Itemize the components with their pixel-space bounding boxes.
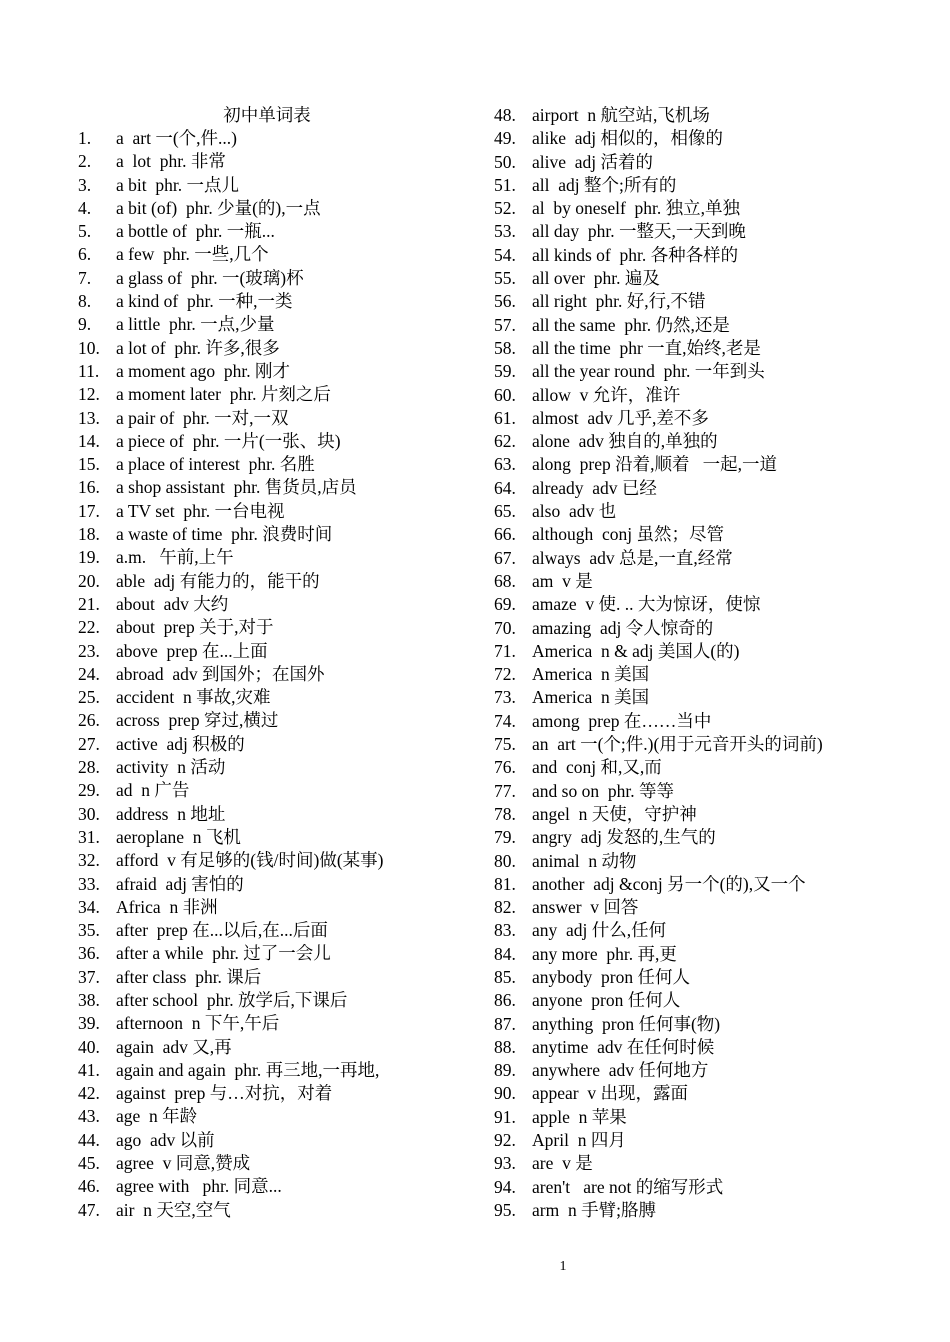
entry-number: 8. [78,291,92,312]
word-entry [494,384,924,407]
entry-number: 18. [78,524,100,545]
entry-text: a lot of phr. 许多,很多 [116,337,280,358]
entry-number: 62. [494,431,516,452]
word-entry [78,803,478,826]
word-entry [78,453,478,476]
word-entry [494,430,924,453]
entry-text: agree with phr. 同意... [116,1176,282,1197]
word-entry [494,1036,924,1059]
word-entry [78,1129,478,1152]
entry-number: 65. [494,501,516,522]
entry-text: America n & adj 美国人(的) [532,640,740,661]
word-entry [78,430,478,453]
word-entry [494,663,924,686]
entry-number: 85. [494,966,516,987]
word-entry [494,1106,924,1129]
entry-number: 63. [494,454,516,475]
entry-number: 76. [494,757,516,778]
entry-text: a glass of phr. 一(玻璃)杯 [116,267,304,288]
entry-text: a few phr. 一些,几个 [116,244,269,265]
entry-text: always adv 总是,一直,经常 [532,547,733,568]
word-entry [78,570,478,593]
entry-number: 21. [78,593,100,614]
entry-number: 49. [494,128,516,149]
entry-text: anything pron 任何事(物) [532,1013,721,1034]
entry-text: along prep 沿着,顺着 一起,一道 [532,454,777,475]
word-entry [78,174,478,197]
entry-number: 30. [78,803,100,824]
entry-text: appear v 出现，露面 [532,1083,689,1104]
entry-number: 45. [78,1153,100,1174]
word-entry [494,197,924,220]
entry-text: apple n 苹果 [532,1106,627,1127]
word-entry [494,290,924,313]
entry-number: 2. [78,151,92,172]
entry-number: 79. [494,827,516,848]
entry-number: 31. [78,826,100,847]
word-entry [494,1152,924,1175]
entry-text: a kind of phr. 一种,一类 [116,291,293,312]
entry-text: against prep 与…对抗，对着 [116,1083,333,1104]
word-entry [78,523,478,546]
word-entry [78,989,478,1012]
word-entry [78,407,478,430]
entry-text: animal n 动物 [532,850,637,871]
entry-number: 9. [78,314,92,335]
word-entry [494,477,924,500]
entry-number: 48. [494,105,516,125]
entry-number: 80. [494,850,516,871]
word-entry [494,127,924,150]
entry-number: 84. [494,943,516,964]
entry-text: after school phr. 放学后,下课后 [116,989,348,1010]
entry-text: Africa n 非洲 [116,896,218,917]
word-entry [494,1199,924,1222]
word-entry [494,943,924,966]
entry-text: all kinds of phr. 各种各样的 [532,244,739,265]
entry-text: any more phr. 再,更 [532,943,677,964]
entry-number: 95. [494,1199,516,1220]
entry-number: 92. [494,1130,516,1151]
entry-text: all right phr. 好,行,不错 [532,291,706,312]
entry-text: anytime adv 在任何时候 [532,1036,715,1057]
entry-text: all the year round phr. 一年到头 [532,361,765,382]
entry-text: America n 美国 [532,687,650,708]
entry-number: 55. [494,268,516,289]
word-entry [494,873,924,896]
word-entry [78,197,478,220]
entry-number: 89. [494,1060,516,1081]
entry-text: above prep 在...上面 [116,640,268,661]
word-entry [494,1059,924,1082]
entry-number: 81. [494,873,516,894]
entry-text: angry adj 发怒的,生气的 [532,827,716,848]
entry-number: 1. [78,128,92,148]
entry-number: 32. [78,850,100,871]
entry-text: and conj 和,又,而 [532,757,662,778]
entry-number: 46. [78,1176,100,1197]
entry-number: 86. [494,990,516,1011]
entry-number: 29. [78,780,100,801]
entry-text: a lot phr. 非常 [116,151,226,172]
entry-number: 78. [494,803,516,824]
word-entry [78,360,478,383]
entry-text: a little phr. 一点,少量 [116,314,275,335]
word-entry [78,1105,478,1128]
entry-number: 40. [78,1036,100,1057]
word-entry [494,220,924,243]
entry-text: again and again phr. 再三地,一再地, [116,1059,380,1080]
word-entry [494,780,924,803]
entry-number: 51. [494,174,516,195]
page-number: 1 [559,1259,567,1274]
entry-text: age n 年龄 [116,1106,198,1127]
word-entry [494,547,924,570]
entry-number: 11. [78,360,100,381]
entry-text: after prep 在...以后,在...后面 [116,920,328,941]
entry-number: 47. [78,1199,100,1220]
entry-number: 72. [494,664,516,685]
word-entry [78,1036,478,1059]
entry-number: 36. [78,943,100,964]
entry-text: alike adj 相似的，相像的 [532,128,724,149]
entry-text: a bit phr. 一点儿 [116,174,239,195]
entry-number: 94. [494,1176,516,1197]
word-entry [494,966,924,989]
entry-number: 90. [494,1083,516,1104]
entry-text: a art 一(个,件...) [116,128,238,148]
word-entry [494,1082,924,1105]
entry-number: 6. [78,244,92,265]
entry-text: any adj 什么,任何 [532,920,667,941]
word-entry [494,593,924,616]
entry-text: after class phr. 课后 [116,966,262,987]
entry-number: 67. [494,547,516,568]
word-entry [78,663,478,686]
word-entry [494,500,924,523]
entry-number: 44. [78,1129,100,1150]
word-entry [78,873,478,896]
word-entry [494,733,924,756]
word-entry [494,104,924,127]
entry-text: all adj 整个;所有的 [532,174,677,195]
entry-number: 56. [494,291,516,312]
entry-number: 93. [494,1153,516,1174]
entry-text: anybody pron 任何人 [532,966,690,987]
word-list-left-column [78,127,478,1222]
entry-text: afternoon n 下午,午后 [116,1013,280,1034]
entry-number: 16. [78,477,100,498]
word-entry [78,546,478,569]
entry-number: 83. [494,920,516,941]
word-entry [78,500,478,523]
word-entry [494,710,924,733]
entry-text: a waste of time phr. 浪费时间 [116,524,333,545]
entry-number: 25. [78,687,100,708]
entry-text: activity n 活动 [116,757,226,778]
entry-text: airport n 航空站,飞机场 [532,105,710,125]
entry-number: 59. [494,361,516,382]
entry-text: a bit (of) phr. 少量(的),一点 [116,197,321,218]
entry-number: 87. [494,1013,516,1034]
word-entry [78,1082,478,1105]
entry-number: 54. [494,244,516,265]
word-entry [494,1129,924,1152]
entry-text: amaze v 使. .. 大为惊讶，使惊 [532,594,761,615]
word-entry [494,314,924,337]
entry-text: about adv 大约 [116,593,229,614]
entry-number: 42. [78,1083,100,1104]
entry-text: again adv 又,再 [116,1036,232,1057]
entry-text: and so on phr. 等等 [532,780,674,801]
word-entry [78,243,478,266]
entry-text: alive adj 活着的 [532,151,654,172]
entry-text: a piece of phr. 一片(一张、块) [116,430,341,451]
entry-number: 19. [78,547,100,568]
entry-text: all the time phr 一直,始终,老是 [532,337,761,358]
word-list-right-column [494,104,924,1222]
entry-number: 71. [494,640,516,661]
entry-number: 35. [78,920,100,941]
word-entry [494,244,924,267]
entry-text: ago adv 以前 [116,1129,215,1150]
entry-number: 66. [494,524,516,545]
word-entry [494,570,924,593]
entry-text: a moment ago phr. 刚才 [116,360,291,381]
word-entry [78,1012,478,1035]
entry-number: 39. [78,1013,100,1034]
entry-text: afford v 有足够的(钱/时间)做(某事) [116,850,384,871]
entry-number: 61. [494,407,516,428]
word-entry [494,686,924,709]
word-entry [78,896,478,919]
word-entry [78,290,478,313]
word-entry [78,127,478,150]
word-entry [494,989,924,1012]
entry-number: 91. [494,1106,516,1127]
word-entry [494,640,924,663]
word-entry [78,966,478,989]
entry-text: angel n 天使，守护神 [532,803,697,824]
entry-text: a pair of phr. 一对,一双 [116,407,289,428]
entry-number: 17. [78,500,100,521]
entry-text: a place of interest phr. 名胜 [116,454,315,475]
entry-text: address n 地址 [116,803,226,824]
entry-text: able adj 有能力的，能干的 [116,570,320,591]
word-entry [78,150,478,173]
word-entry [78,1152,478,1175]
entry-number: 15. [78,454,100,475]
entry-text: am v 是 [532,570,593,591]
entry-number: 3. [78,174,92,195]
entry-text: air n 天空,空气 [116,1199,231,1220]
word-entry [78,826,478,849]
entry-number: 60. [494,384,516,405]
word-entry [494,407,924,430]
word-entry [78,1059,478,1082]
word-entry [78,267,478,290]
word-entry [78,640,478,663]
entry-number: 74. [494,710,516,731]
word-entry [494,453,924,476]
entry-number: 4. [78,197,92,218]
word-entry [78,593,478,616]
word-entry [494,826,924,849]
word-entry [78,733,478,756]
word-entry [78,686,478,709]
entry-number: 27. [78,733,100,754]
entry-number: 24. [78,663,100,684]
entry-text: a.m. 午前,上午 [116,547,234,568]
entry-number: 33. [78,873,100,894]
entry-number: 52. [494,198,516,219]
entry-number: 58. [494,337,516,358]
word-entry [494,267,924,290]
entry-text: also adv 也 [532,501,617,522]
word-entry [78,942,478,965]
entry-text: although conj 虽然；尽管 [532,524,724,545]
entry-text: a TV set phr. 一台电视 [116,500,285,521]
entry-text: allow v 允许，准许 [532,384,681,405]
word-entry [494,523,924,546]
entry-text: all over phr. 遍及 [532,268,660,289]
entry-text: aeroplane n 飞机 [116,826,241,847]
word-entry [494,896,924,919]
entry-text: among prep 在……当中 [532,710,712,731]
word-entry [494,1176,924,1199]
entry-number: 14. [78,430,100,451]
word-entry [494,174,924,197]
word-entry [78,849,478,872]
word-entry [78,1175,478,1198]
entry-text: all day phr. 一整天,一天到晚 [532,221,746,242]
word-entry [78,779,478,802]
entry-text: agree v 同意,赞成 [116,1153,251,1174]
entry-text: anyone pron 任何人 [532,990,681,1011]
word-entry [494,151,924,174]
word-entry [78,756,478,779]
entry-number: 23. [78,640,100,661]
word-entry [78,1199,478,1222]
entry-text: answer v 回答 [532,897,639,918]
entry-text: abroad adv 到国外；在国外 [116,663,325,684]
entry-number: 41. [78,1059,100,1080]
entry-number: 5. [78,221,92,242]
entry-text: after a while phr. 过了一会儿 [116,943,331,964]
entry-number: 28. [78,757,100,778]
entry-text: already adv 已经 [532,477,657,498]
entry-text: all the same phr. 仍然,还是 [532,314,730,335]
word-entry [78,220,478,243]
entry-text: active adj 积极的 [116,733,245,754]
entry-number: 34. [78,896,100,917]
entry-number: 43. [78,1106,100,1127]
entry-text: accident n 事故,灾难 [116,687,271,708]
entry-number: 26. [78,710,100,731]
word-entry [494,337,924,360]
entry-number: 82. [494,897,516,918]
word-entry [494,1013,924,1036]
word-entry [78,476,478,499]
word-entry [78,709,478,732]
entry-text: a bottle of phr. 一瓶... [116,221,275,242]
entry-text: America n 美国 [532,664,650,685]
word-entry [78,313,478,336]
entry-number: 13. [78,407,100,428]
entry-number: 57. [494,314,516,335]
word-entry [494,756,924,779]
entry-text: al by oneself phr. 独立,单独 [532,198,741,219]
entry-number: 88. [494,1036,516,1057]
entry-text: anywhere adv 任何地方 [532,1060,709,1081]
entry-number: 22. [78,617,100,638]
entry-number: 38. [78,989,100,1010]
entry-text: about prep 关于,对于 [116,617,274,638]
entry-text: amazing adj 令人惊奇的 [532,617,714,638]
entry-number: 77. [494,780,516,801]
entry-text: ad n 广告 [116,780,190,801]
entry-number: 7. [78,267,92,288]
entry-number: 70. [494,617,516,638]
word-entry [78,919,478,942]
entry-text: a shop assistant phr. 售货员,店员 [116,477,357,498]
entry-number: 10. [78,337,100,358]
entry-number: 69. [494,594,516,615]
entry-text: April n 四月 [532,1130,626,1151]
entry-number: 53. [494,221,516,242]
entry-text: aren't are not 的缩写形式 [532,1176,724,1197]
word-entry [494,360,924,383]
word-entry [494,850,924,873]
entry-text: an art 一(个;件.)(用于元音开头的词前) [532,734,823,755]
entry-number: 20. [78,570,100,591]
entry-text: almost adv 几乎,差不多 [532,407,709,428]
document-title: 初中单词表 [223,105,311,125]
entry-number: 37. [78,966,100,987]
word-entry [78,383,478,406]
entry-number: 64. [494,477,516,498]
entry-text: alone adv 独自的,单独的 [532,431,718,452]
word-entry [494,919,924,942]
entry-number: 75. [494,734,516,755]
entry-text: a moment later phr. 片刻之后 [116,384,331,405]
entry-number: 73. [494,687,516,708]
entry-text: are v 是 [532,1153,593,1174]
entry-number: 12. [78,384,100,405]
entry-text: another adj &conj 另一个(的),又一个 [532,873,806,894]
entry-text: afraid adj 害怕的 [116,873,244,894]
entry-text: arm n 手臂;胳膊 [532,1199,656,1220]
word-entry [494,617,924,640]
entry-number: 68. [494,570,516,591]
word-entry [78,337,478,360]
entry-number: 50. [494,151,516,172]
word-entry [78,616,478,639]
entry-text: across prep 穿过,横过 [116,710,279,731]
word-entry [494,803,924,826]
